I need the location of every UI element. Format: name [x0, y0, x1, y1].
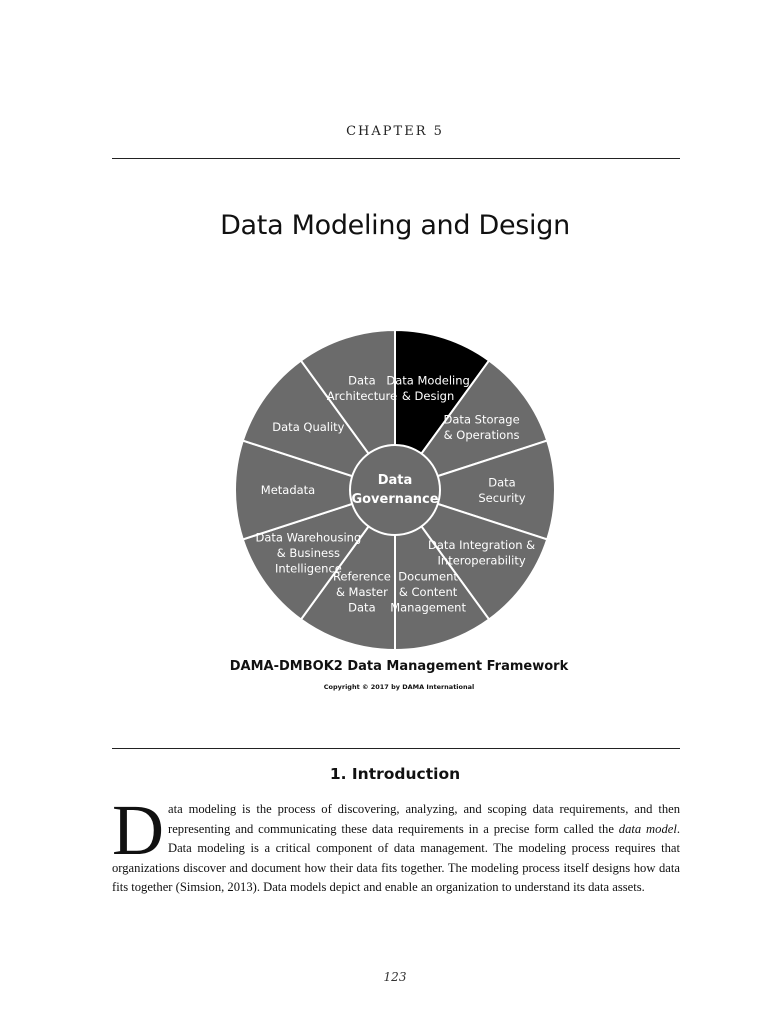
- framework-copyright: Copyright © 2017 by DAMA International: [323, 683, 475, 691]
- wheel-segment-label: Data Storage & Operations: [443, 412, 520, 442]
- wheel-segment-label: Data Modeling & Design: [386, 373, 470, 403]
- wheel-center-label: Data Governance: [351, 473, 439, 507]
- framework-wheel: [226, 320, 562, 660]
- wheel-segment-label: Document & Content Management: [390, 569, 466, 615]
- chapter-title: Data Modeling and Design: [220, 210, 570, 241]
- drop-cap: D: [112, 790, 164, 870]
- framework-caption: DAMA-DMBOK2 Data Management Framework: [229, 659, 569, 674]
- wheel-segment-label: Data Warehousing & Business Intelligence: [255, 530, 362, 576]
- wheel-segment-label: Data Security: [478, 475, 526, 505]
- header-divider: [112, 158, 680, 159]
- wheel-segment-label: Data Architecture: [326, 373, 398, 403]
- wheel-segment-label: Data Quality: [272, 420, 345, 435]
- wheel-center: [350, 445, 440, 535]
- chapter-label: CHAPTER 5: [346, 124, 444, 139]
- wheel-segment-label: Data Integration & Interoperability: [428, 538, 536, 568]
- intro-paragraph: [112, 790, 680, 898]
- intro-term-data-model: data model: [618, 821, 677, 836]
- section-divider: [112, 748, 680, 749]
- intro-text-part1: ata modeling is the process of discovering, analyzing, and scoping data requirements, and then representing and communicating these data requirements in a precise form called the: [168, 802, 680, 836]
- wheel-segment-label: Reference & Master Data: [332, 569, 391, 615]
- section-heading: 1. Introduction: [329, 765, 461, 783]
- page-number: 123: [383, 970, 407, 984]
- wheel-segment-label: Metadata: [260, 483, 316, 497]
- intro-text-part2: . Data modeling is a critical component of data management. The modeling process requires that organizations discover and document how their data fits together. The modeling process itself designs how data fits together (Simsion, 2013). Data models depict and enable an organization to understand its data assets.: [112, 821, 680, 894]
